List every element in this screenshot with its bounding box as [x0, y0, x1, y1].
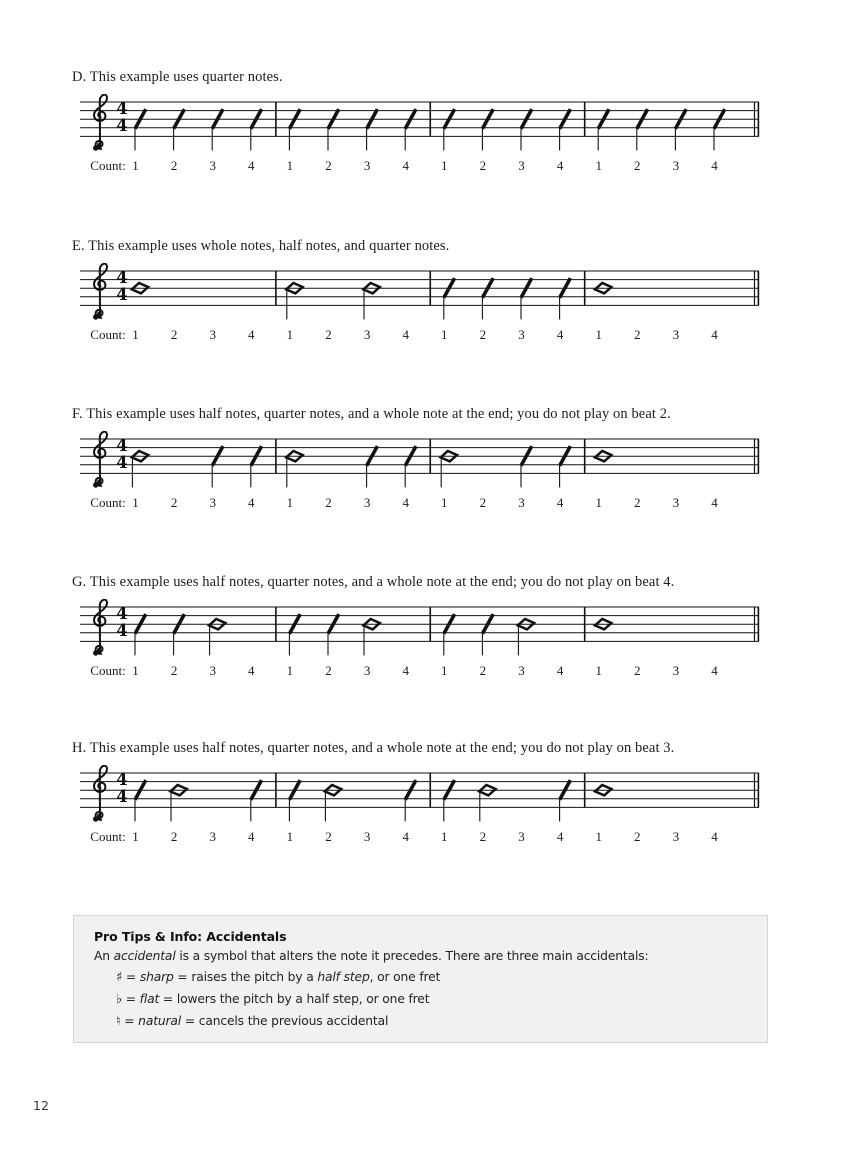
pro-tips-title: Pro Tips & Info: Accidentals [94, 929, 287, 944]
count-number: 3 [209, 829, 216, 844]
staff-lines [80, 773, 759, 807]
natural-symbol: ♮ [116, 1014, 121, 1029]
count-number: 2 [634, 663, 641, 678]
equals-separator: = [121, 992, 140, 1006]
staff-container [78, 263, 768, 353]
quarter-note-slash [521, 278, 532, 319]
pro-tips-callout [73, 915, 768, 1043]
count-number: 4 [711, 495, 718, 510]
quarter-note-slash [251, 446, 262, 487]
quarter-note-slash [174, 109, 185, 150]
accidental-row [94, 970, 749, 985]
count-number: 3 [363, 829, 371, 844]
exercise-heading: H. This example uses half notes, quarter notes, and a whole note at the end; you do not play on beat 3. [72, 740, 675, 756]
count-number: 2 [479, 158, 487, 173]
quarter-note-slash [482, 614, 493, 655]
count-label: Count: [90, 327, 126, 342]
quarter-note-slash [135, 780, 146, 821]
music-staff [78, 263, 768, 355]
count-number: 4 [556, 158, 564, 173]
count-number: 3 [518, 495, 525, 510]
count-number: 3 [672, 829, 680, 844]
quarter-note-slash [174, 614, 185, 655]
pro-tips-intro-after: is a symbol that alters the note it precedes. There are three main accidentals: [175, 949, 649, 963]
count-number: 2 [634, 829, 641, 844]
count-number: 3 [672, 663, 680, 678]
time-signature-denominator: 4 [116, 787, 128, 807]
count-number: 2 [170, 663, 178, 678]
count-number: 4 [248, 158, 255, 173]
count-number: 1 [132, 327, 139, 342]
count-numbers [132, 663, 718, 678]
exercise-heading: G. This example uses half notes, quarter notes, and a whole note at the end; you do not play on beat 4. [72, 574, 675, 590]
count-number: 1 [441, 829, 448, 844]
treble-clef [93, 766, 107, 822]
count-number: 1 [132, 158, 139, 173]
count-number: 3 [518, 829, 525, 844]
quarter-note-slash [521, 446, 532, 487]
quarter-note-slash [251, 780, 262, 821]
count-number: 3 [209, 327, 216, 342]
count-number: 2 [634, 158, 641, 173]
quarter-note-slash [212, 446, 223, 487]
staff-lines [80, 439, 759, 473]
count-numbers [132, 495, 718, 510]
quarter-note-slash [444, 109, 455, 150]
count-number: 3 [363, 158, 371, 173]
count-number: 3 [518, 327, 525, 342]
count-number: 2 [634, 327, 641, 342]
quarter-note-slash [135, 614, 146, 655]
pro-tips-content [74, 916, 767, 1039]
count-number: 2 [634, 495, 641, 510]
count-number: 4 [556, 829, 564, 844]
time-signature [116, 99, 127, 135]
treble-clef [93, 95, 107, 151]
count-number: 4 [248, 829, 255, 844]
count-number: 1 [595, 829, 602, 844]
page-number: 12 [33, 1098, 49, 1113]
equals-separator: = [120, 1014, 139, 1028]
count-number: 4 [402, 663, 409, 678]
count-number: 3 [672, 495, 680, 510]
accidental-term: natural [138, 1014, 182, 1028]
count-number: 1 [441, 495, 448, 510]
staff-lines [80, 102, 759, 136]
sharp-symbol: ♯ [116, 970, 123, 985]
staff-lines [80, 607, 759, 641]
time-signature-numerator: 4 [116, 770, 128, 789]
count-number: 4 [556, 495, 564, 510]
quarter-note-slash [367, 109, 378, 150]
count-number: 4 [711, 158, 718, 173]
time-signature-numerator: 4 [116, 436, 128, 455]
count-number: 3 [672, 327, 680, 342]
music-staff [78, 431, 768, 523]
time-signature [116, 436, 127, 472]
flat-symbol: ♭ [116, 992, 122, 1007]
count-number: 3 [518, 663, 525, 678]
count-numbers [132, 158, 718, 173]
staff-container [78, 599, 768, 689]
accidental-definition: = cancels the previous accidental [181, 1014, 389, 1028]
quarter-note-slash [251, 109, 262, 150]
exercise-heading: F. This example uses half notes, quarter notes, and a whole note at the end; you do not play on beat 2. [72, 406, 671, 422]
music-staff [78, 599, 768, 691]
accidental-definition: = raises the pitch by a [173, 970, 318, 984]
count-number: 1 [286, 495, 294, 510]
count-number: 4 [402, 158, 409, 173]
count-number: 1 [595, 663, 602, 678]
count-number: 1 [441, 158, 448, 173]
time-signature-denominator: 4 [116, 116, 128, 136]
count-number: 3 [363, 327, 371, 342]
count-numbers [132, 327, 718, 342]
count-number: 4 [556, 663, 564, 678]
count-number: 4 [248, 495, 255, 510]
count-label: Count: [90, 495, 126, 510]
quarter-note-slash [714, 109, 725, 150]
pro-tips-intro-before: An [94, 949, 114, 963]
treble-clef [93, 264, 107, 320]
quarter-note-slash [212, 109, 223, 150]
equals-separator: = [122, 970, 140, 984]
staff-lines [80, 271, 759, 305]
accidental-definition-tail: , or one fret [369, 970, 441, 984]
count-number: 2 [479, 829, 487, 844]
time-signature [116, 268, 127, 304]
staff-container [78, 431, 768, 521]
count-number: 1 [286, 663, 294, 678]
count-number: 3 [363, 663, 371, 678]
pro-tips-intro [94, 949, 749, 963]
accidental-definition-list [94, 970, 749, 1029]
accidental-row [94, 992, 749, 1007]
count-label: Count: [90, 158, 126, 173]
accidental-definition: = lowers the pitch by a half step, or one fret [159, 992, 430, 1006]
music-staff [78, 765, 768, 857]
quarter-note-slash [675, 109, 686, 150]
quarter-note-slash [289, 780, 300, 821]
count-number: 1 [441, 327, 448, 342]
count-number: 4 [402, 829, 409, 844]
exercise-heading: D. This example uses quarter notes. [72, 69, 283, 85]
count-label: Count: [90, 829, 126, 844]
exercise-heading: E. This example uses whole notes, half notes, and quarter notes. [72, 238, 450, 254]
accidental-row [94, 1014, 749, 1029]
count-number: 2 [170, 327, 178, 342]
quarter-note-slash [444, 780, 455, 821]
count-number: 2 [325, 829, 332, 844]
count-number: 1 [286, 158, 294, 173]
count-number: 3 [209, 158, 216, 173]
accidental-term: flat [139, 992, 160, 1006]
count-number: 4 [248, 327, 255, 342]
time-signature-denominator: 4 [116, 285, 128, 305]
quarter-note-slash [328, 614, 339, 655]
count-number: 3 [518, 158, 525, 173]
quarter-note-slash [405, 446, 416, 487]
time-signature-numerator: 4 [116, 604, 128, 623]
quarter-note-slash [482, 109, 493, 150]
quarter-note-slash [367, 446, 378, 487]
count-number: 1 [132, 829, 139, 844]
count-number: 3 [209, 663, 216, 678]
count-number: 2 [325, 158, 332, 173]
accidental-emphasis: half step [317, 970, 370, 984]
count-number: 1 [441, 663, 448, 678]
count-number: 1 [595, 327, 602, 342]
count-number: 3 [672, 158, 680, 173]
count-number: 1 [286, 829, 294, 844]
count-number: 4 [711, 829, 718, 844]
count-number: 2 [325, 327, 332, 342]
count-number: 2 [170, 495, 178, 510]
count-number: 4 [248, 663, 255, 678]
time-signature-denominator: 4 [116, 621, 128, 641]
quarter-note-slash [405, 780, 416, 821]
quarter-note-slash [444, 614, 455, 655]
quarter-note-slash [135, 109, 146, 150]
count-number: 1 [595, 495, 602, 510]
count-number: 1 [595, 158, 602, 173]
count-number: 2 [479, 495, 487, 510]
count-number: 1 [286, 327, 294, 342]
count-number: 2 [170, 158, 178, 173]
count-number: 2 [479, 327, 487, 342]
staff-container [78, 94, 768, 184]
count-number: 2 [479, 663, 487, 678]
count-number: 2 [325, 495, 332, 510]
count-number: 4 [402, 327, 409, 342]
quarter-note-slash [289, 109, 300, 150]
time-signature-numerator: 4 [116, 99, 128, 118]
count-number: 2 [170, 829, 178, 844]
treble-clef [93, 600, 107, 656]
quarter-note-slash [482, 278, 493, 319]
quarter-note-slash [598, 109, 609, 150]
accidental-term: sharp [139, 970, 174, 984]
quarter-note-slash [289, 614, 300, 655]
count-number: 1 [132, 663, 139, 678]
count-number: 3 [209, 495, 216, 510]
count-number: 4 [711, 663, 718, 678]
quarter-note-slash [560, 446, 571, 487]
quarter-note-slash [405, 109, 416, 150]
quarter-note-slash [560, 278, 571, 319]
count-number: 2 [325, 663, 332, 678]
count-number: 4 [402, 495, 409, 510]
quarter-note-slash [560, 780, 571, 821]
time-signature [116, 604, 127, 640]
count-numbers [132, 829, 718, 844]
quarter-note-slash [521, 109, 532, 150]
staff-container [78, 765, 768, 855]
pro-tips-intro-italic: accidental [113, 949, 176, 963]
count-label: Count: [90, 663, 126, 678]
count-number: 1 [132, 495, 139, 510]
treble-clef [93, 432, 107, 488]
quarter-note-slash [444, 278, 455, 319]
time-signature [116, 770, 127, 806]
quarter-note-slash [560, 109, 571, 150]
time-signature-numerator: 4 [116, 268, 128, 287]
count-number: 3 [363, 495, 371, 510]
quarter-note-slash [328, 109, 339, 150]
quarter-note-slash [637, 109, 648, 150]
count-number: 4 [556, 327, 564, 342]
time-signature-denominator: 4 [116, 453, 128, 473]
music-staff [78, 94, 768, 186]
count-number: 4 [711, 327, 718, 342]
